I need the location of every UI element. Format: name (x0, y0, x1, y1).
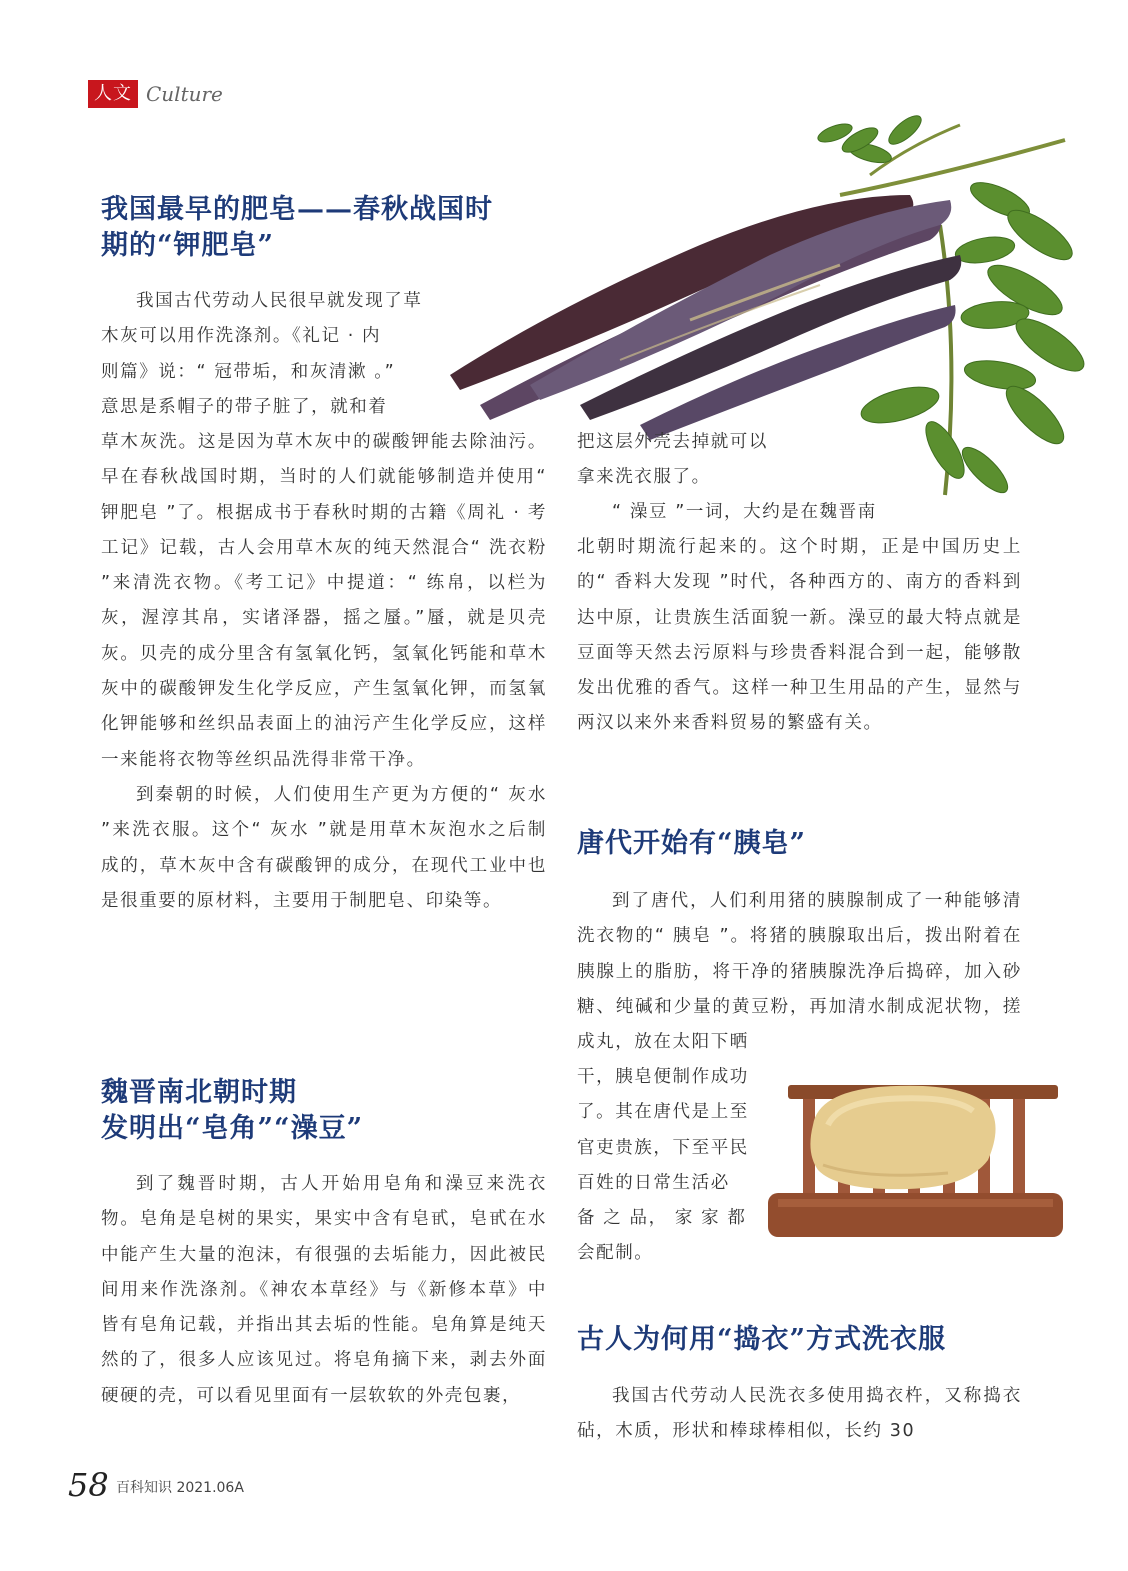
section1-title (101, 192, 541, 264)
section3-body (577, 884, 1022, 1060)
para-line: 了。其在唐代是上至 (577, 1102, 749, 1123)
para-line: 把这层外壳去掉就可以 (577, 432, 768, 452)
section-name-en: Culture (146, 82, 223, 106)
section2-title-line1: 魏晋南北朝时期 (101, 1077, 297, 1108)
para-line: 官吏贵族，下至平民 (577, 1137, 749, 1158)
section1-body (101, 425, 547, 919)
section2-para1: 到了魏晋时期，古人开始用皂角和澡豆来洗衣物。皂角是皂树的果实，果实中含有皂甙，皂甙在水中能产生大量的泡沫，有很强的去垢能力，因此被民间用来作洗涤剂。《神农本草经》与《新修本草》中皆有皂角记载，并指出其去垢的性能。皂角算是纯天然的了，很多人应该见过。将皂角摘下来，剥去外面硬硬的壳，可以看见里面有一层软软的外壳包裹， (101, 1174, 547, 1406)
para-line: 则篇》说：“ 冠带垢，和灰清漱 。” (101, 361, 396, 382)
para-line: 木灰可以用作洗涤剂。《礼记 · 内 (101, 326, 382, 347)
section4-body (577, 1379, 1022, 1450)
page-number: 58 (68, 1466, 109, 1504)
para-line: 干，胰皂便制作成功 (577, 1067, 749, 1087)
section2-para2: 北朝时期流行起来的。这个时期，正是中国历史上的“ 香料大发现 ”时代，各种西方的、南方的香料到达中原，让贵族生活面貌一新。澡豆的最大特点就是豆面等天然去污原料与珍贵香料混合到一起，能够散发出优雅的香气。这样一种卫生用品的产生，显然与两汉以来外来香料贸易的繁盛有关。 (577, 537, 1022, 734)
para-line: 会配制。 (577, 1243, 654, 1264)
section3-title: 唐代开始有“胰皂” (577, 828, 807, 859)
para-line: 拿来洗衣服了。 (577, 467, 711, 488)
section3-para1: 到了唐代，人们利用猪的胰腺制成了一种能够清洗衣物的“ 胰皂 ”。将猪的胰腺取出后，拨出附着在胰腺上的脂肪，将干净的猪胰腺洗净后捣碎，加入砂糖、纯碱和少量的黄豆粉，再加清水制成泥状物，搓成丸，放在太阳下晒 (577, 891, 1022, 1053)
section2-para2-first (577, 495, 937, 530)
section2-body-left (101, 1167, 547, 1414)
soap-dish-image (768, 1075, 1068, 1245)
section1-title-line2: 期的“钾肥皂” (101, 230, 275, 261)
section3-wrapped (577, 1060, 777, 1272)
section1-para2: 到秦朝的时候，人们使用生产更为方便的“ 灰水 ”来洗衣服。这个“ 灰水 ”就是用草木灰泡水之后制成的，草木灰中含有碳酸钾的成分，在现代工业中也是很重要的原材料，主要用于制肥皂、印染等。 (101, 784, 547, 911)
section4-para1: 我国古代劳动人民洗衣多使用捣衣杵，又称捣衣砧，木质，形状和棒球棒相似，长约 30 (577, 1386, 1022, 1442)
magazine-issue: 百科知识 2021.06A (116, 1480, 244, 1496)
section1-para1-wrapped (101, 284, 501, 425)
section2-para2-rest (577, 530, 1022, 742)
section2-para1-cont (577, 425, 817, 496)
para-line: “ 澡豆 ”一词，大约是在魏晋南 (612, 502, 877, 522)
para-line: 意思是系帽子的带子脏了，就和着 (101, 396, 388, 417)
para-line: 备 之 品， 家 家 都 (577, 1208, 747, 1229)
para-line: 我国古代劳动人民很早就发现了草 (136, 291, 423, 311)
section1-para1-rest: 草木灰洗。这是因为草木灰中的碳酸钾能去除油污。早在春秋战国时期，当时的人们就能够制造并使用“ 钾肥皂 ”了。根据成书于春秋时期的古籍《周礼 · 考工记》记载，古人会用草木灰的纯天然混合“ 洗衣粉 ”来清洗衣物。《考工记》中提道：“ 练帛，以栏为灰，渥淳其帛，实诸泽器，摇之蜃。”蜃，就是贝壳灰。贝壳的成分里含有氢氧化钙，氢氧化钙能和草木灰中的碳酸钾发生化学反应，产生氢氧化钾，而氢氧化钾能够和丝织品表面上的油污产生化学反应，这样一来能将衣物等丝织品洗得非常干净。 (101, 432, 547, 770)
section2-title (101, 1075, 541, 1147)
section-tag: 人文 (88, 80, 138, 108)
para-line: 百姓的日常生活必 (577, 1172, 730, 1193)
section2-title-line2: 发明出“皂角”“澡豆” (101, 1113, 364, 1144)
section1-title-line1: 我国最早的肥皂——春秋战国时 (101, 194, 493, 225)
section4-title: 古人为何用“捣衣”方式洗衣服 (577, 1324, 947, 1355)
